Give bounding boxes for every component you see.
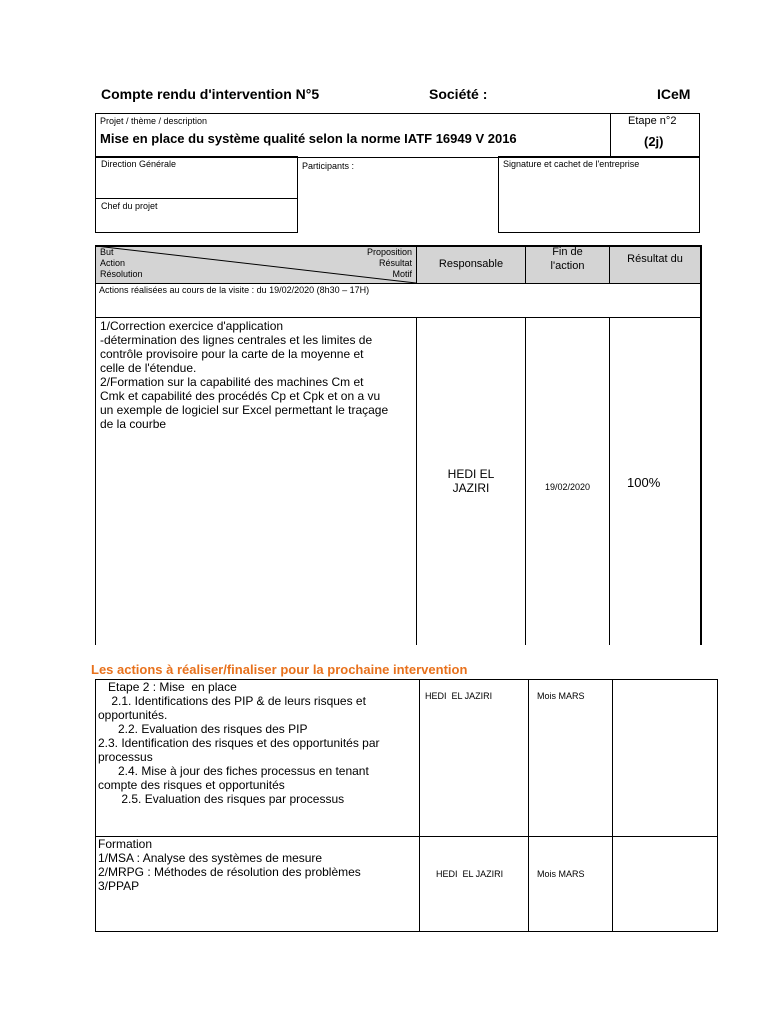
col-responsable: Responsable <box>438 258 504 270</box>
project-label: Projet / thème / description <box>100 116 208 126</box>
col-fin: Fin de l'action <box>550 246 585 272</box>
next-row2-content: Formation 1/MSA : Analyse des systèmes de mesure 2/MRPG : Méthodes de résolution des problèmes 3/PPAP <box>98 837 361 893</box>
participants-label: Participants : <box>302 161 355 171</box>
company-name: ICeM <box>657 86 691 102</box>
next-row1-date: Mois MARS <box>537 691 585 701</box>
direction-label: Direction Générale <box>101 159 177 169</box>
action-result: 100% <box>627 475 661 490</box>
col-resultat: Résultat du <box>627 253 683 265</box>
project-description: Mise en place du système qualité selon la norme IATF 16949 V 2016 <box>100 131 517 146</box>
responsable-name: HEDI EL JAZIRI <box>447 467 495 495</box>
signature-label: Signature et cachet de l'entreprise <box>503 159 640 169</box>
action-date: 19/02/2020 <box>544 482 591 492</box>
societe-label: Société : <box>429 86 488 102</box>
next-row2-responsable: HEDI EL JAZIRI <box>436 869 504 879</box>
actions-content: 1/Correction exercice d'application -détermination des lignes centrales et les limites de contrôle provisoire pour la carte de la moyenne et celle de l'étendue. 2/Formation sur la capabilité des machines Cm et Cmk et capabilité des procédés Cp et Cpk et on a vu un exemple de logiciel sur Excel permettant le traçage de la courbe <box>100 319 389 431</box>
next-actions-title: Les actions à réaliser/finaliser pour la prochaine intervention <box>91 662 468 677</box>
next-row2-date: Mois MARS <box>537 869 585 879</box>
header-right-labels: Proposition Résultat Motif <box>366 247 412 279</box>
chef-label: Chef du projet <box>101 201 158 211</box>
header-left-labels: But Action Résolution <box>100 247 143 279</box>
next-row1-responsable: HEDI EL JAZIRI <box>425 691 493 701</box>
etape-value: (2j) <box>644 134 664 149</box>
report-title: Compte rendu d'intervention N°5 <box>101 86 320 102</box>
next-row1-content: Etape 2 : Mise en place 2.1. Identifications des PIP & de leurs risques et opportunités. 2.2. Evaluation des risques des PIP 2.3. Identification des risques et des opportunités par processus 2.4. Mise à jour des fiches processus en tenant compte des risques et opportunités 2.5. Evaluation des risques par processus <box>98 680 380 806</box>
visit-line: Actions réalisées au cours de la visite : du 19/02/2020 (8h30 – 17H) <box>99 285 370 295</box>
etape-label: Etape n°2 <box>628 115 677 127</box>
